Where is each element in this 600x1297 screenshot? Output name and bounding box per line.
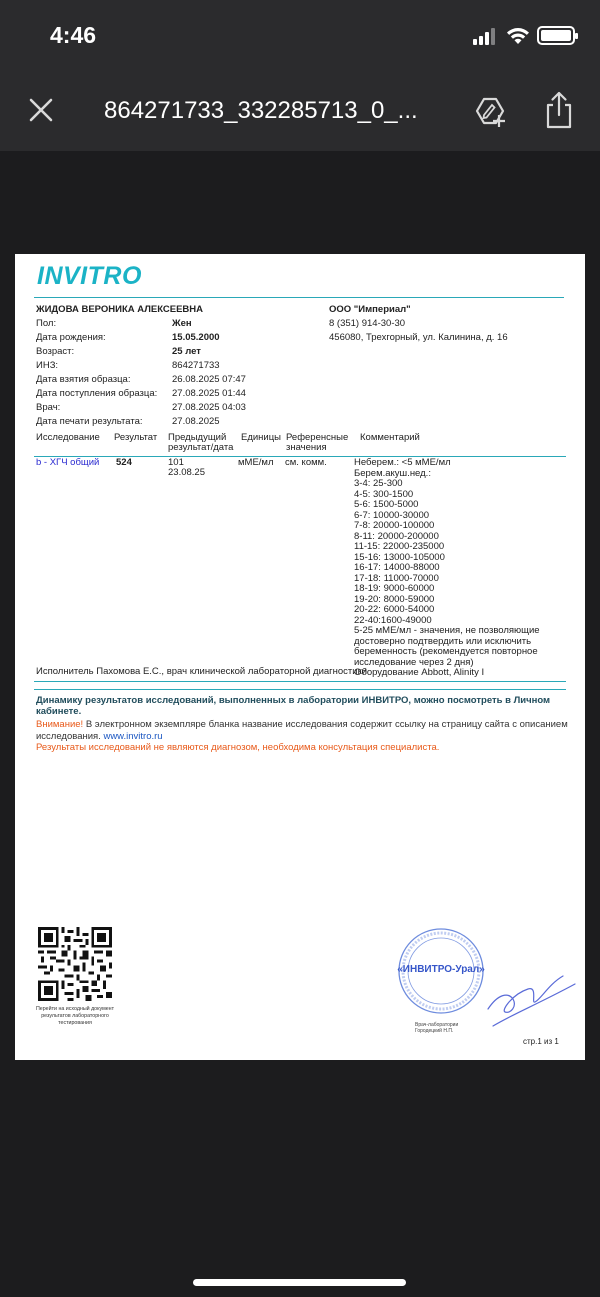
- cellular-signal-icon: [473, 27, 498, 45]
- notice-warning: Внимание!: [36, 719, 84, 730]
- comment-line: 15-16: 13000-105000: [354, 551, 445, 563]
- wifi-icon: [505, 24, 531, 46]
- patient-value: 15.05.2000: [172, 332, 220, 343]
- status-time: 4:46: [50, 22, 97, 48]
- divider: [34, 681, 566, 682]
- patient-label: Дата поступления образца:: [36, 388, 158, 399]
- patient-name: ЖИДОВА ВЕРОНИКА АЛЕКСЕЕВНА: [36, 304, 204, 315]
- file-title: 864271733_332285713_0_...: [104, 97, 418, 124]
- comment-line: 5-25 мМЕ/мл - значения, не позволяющие: [354, 625, 540, 636]
- comment-line: Неберем.: <5 мМЕ/мл: [354, 457, 451, 468]
- doctor-signature: [483, 964, 578, 1034]
- share-icon[interactable]: [543, 90, 575, 130]
- close-icon[interactable]: [26, 95, 56, 125]
- markup-icon[interactable]: [472, 93, 508, 129]
- dynamics-note: Динамику результатов исследований, выполненных в лаборатории ИНВИТРО, можно посмотреть в Личном кабинете.: [36, 695, 551, 717]
- comment-line: 6-7: 10000-30000: [354, 509, 430, 521]
- qr-caption: Перейти на исходный документ результатов лабораторного тестирования: [35, 1006, 115, 1026]
- executor: Исполнитель Пахомова Е.С., врач клинической лабораторной диагностики: [36, 666, 368, 677]
- disclaimer: Результаты исследований не являются диагнозом, необходима консультация специалиста.: [36, 742, 440, 753]
- comment-line: 5-6: 1500-5000: [354, 499, 419, 510]
- comment-line: 22-40:1600-49000: [354, 614, 432, 626]
- stamp-text: «ИНВИТРО-Урал»: [397, 964, 485, 975]
- page-number: стр.1 из 1: [523, 1037, 559, 1046]
- status-bar: [0, 0, 600, 75]
- invitro-logo: INVITRO: [37, 262, 142, 290]
- header-previous: [168, 433, 233, 453]
- patient-value: 27.08.2025: [172, 416, 220, 427]
- comment-line: 8-11: 20000-200000: [354, 530, 439, 542]
- previous-result: [168, 458, 205, 478]
- divider: [34, 297, 564, 298]
- divider: [34, 689, 566, 690]
- comment-line: 19-20: 8000-59000: [354, 593, 435, 605]
- header-units: Единицы: [241, 432, 282, 443]
- patient-label: Врач:: [36, 402, 61, 413]
- patient-label: Дата рождения:: [36, 332, 106, 343]
- home-indicator[interactable]: [193, 1279, 406, 1286]
- header-comment: Комментарий: [360, 432, 420, 443]
- comment-line: исследование через 2 дня): [354, 656, 474, 668]
- lab-stamp: [396, 926, 486, 1016]
- patient-value: 25 лет: [172, 346, 201, 357]
- patient-label: Возраст:: [36, 346, 75, 357]
- test-result: 524: [116, 457, 132, 468]
- document-viewer[interactable]: [0, 151, 600, 1297]
- header-reference-line2: значения: [286, 442, 327, 453]
- test-units: мМЕ/мл: [238, 457, 274, 468]
- comment-line: 17-18: 11000-70000: [354, 572, 439, 584]
- header-test: Исследование: [36, 432, 100, 443]
- comment-line: Берем.акуш.нед.:: [354, 467, 431, 479]
- header-previous-line1: Предыдущий: [168, 432, 227, 443]
- patient-label: Дата печати результата:: [36, 416, 143, 427]
- comment-line: 3-4: 25-300: [354, 478, 403, 489]
- patient-label: Пол:: [36, 318, 57, 329]
- viewer-toolbar: [0, 75, 600, 151]
- doctor-caption-line2: Городецкий Н.П.: [415, 1028, 454, 1034]
- test-reference: см. комм.: [285, 457, 327, 468]
- patient-value: 864271733: [172, 360, 220, 371]
- doctor-caption-line1: Врач-лаборатории: [415, 1022, 459, 1028]
- previous-value: 101: [168, 457, 184, 468]
- lab-name: ООО "Империал": [329, 304, 411, 315]
- comment-line: 18-19: 9000-60000: [354, 583, 435, 594]
- comment-line: 4-5: 300-1500: [354, 488, 414, 500]
- header-result: Результат: [114, 432, 158, 443]
- header-reference: [286, 433, 348, 453]
- patient-label: Дата взятия образца:: [36, 374, 131, 385]
- patient-value: 27.08.2025 04:03: [172, 402, 246, 413]
- patient-value: Жен: [172, 318, 192, 329]
- comment-line: 20-22: 6000-54000: [354, 604, 435, 615]
- invitro-link[interactable]: www.invitro.ru: [103, 730, 163, 742]
- comment-line: 16-17: 14000-88000: [354, 562, 440, 573]
- comment-line: достоверно подтвердить или исключить: [354, 635, 532, 647]
- doctor-caption: [415, 1022, 458, 1034]
- lab-address: 456080, Трехгорный, ул. Калинина, д. 16: [329, 332, 508, 343]
- comment-line: 11-15: 22000-235000: [354, 541, 445, 552]
- lab-phone: 8 (351) 914-30-30: [329, 318, 406, 329]
- qr-code[interactable]: [38, 927, 112, 1001]
- patient-label: ИНЗ:: [36, 360, 59, 371]
- test-name-link[interactable]: b - ХГЧ общий: [36, 457, 100, 468]
- header-previous-line2: результат/дата: [168, 442, 234, 453]
- patient-value: 26.08.2025 07:47: [172, 374, 246, 385]
- previous-date: 23.08.25: [168, 467, 205, 478]
- battery-icon: [537, 26, 575, 45]
- patient-value: 27.08.2025 01:44: [172, 388, 246, 399]
- comment-line: беременность (рекомендуется повторное: [354, 646, 538, 657]
- comment-line: Оборудование Abbott, Alinity I: [354, 667, 485, 678]
- header-reference-line1: Референсные: [286, 432, 349, 443]
- document-page: [15, 254, 585, 1060]
- notice: [36, 719, 571, 742]
- notice-text: В электронном экземпляре бланка название исследования содержит ссылку на страницу сайта с описанием исследования.: [36, 719, 568, 742]
- test-comment: [354, 458, 564, 679]
- comment-line: 7-8: 20000-100000: [354, 520, 435, 531]
